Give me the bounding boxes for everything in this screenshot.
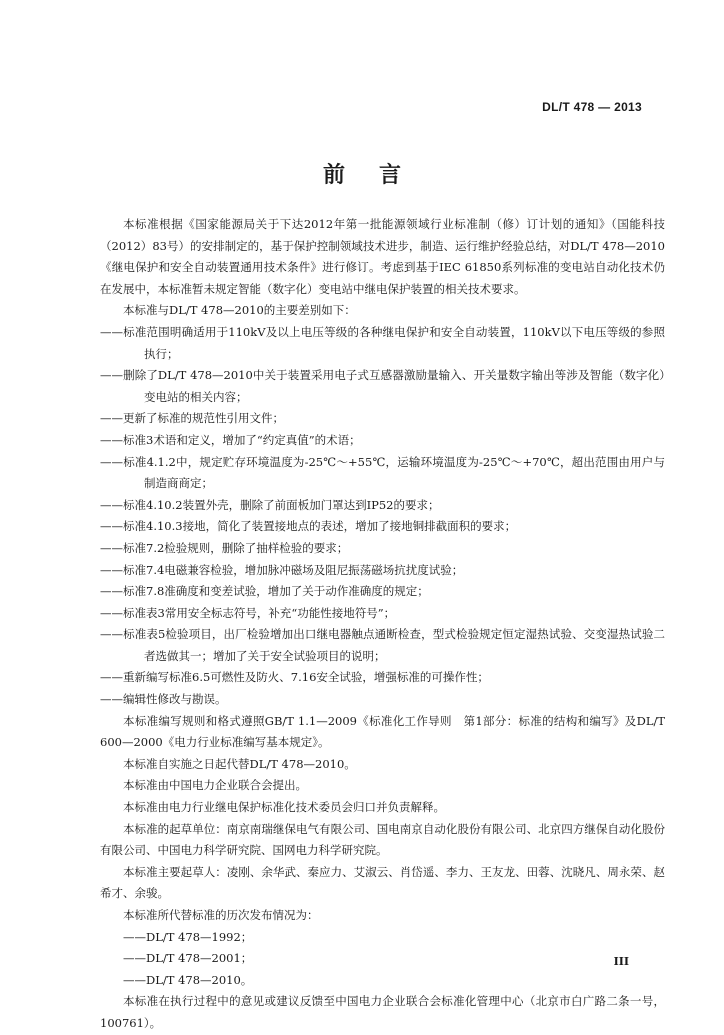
- history-item: ——DL/T 478—2010。: [123, 972, 253, 987]
- drafting-rules-paragraph: 本标准编写规则和格式遵照GB/T 1.1—2009《标准化工作导则 第1部分：标准的结构和编写》及DL/T 600—2000《电力行业标准编写基本规定》。: [100, 713, 665, 750]
- standard-code: DL/T 478 — 2013: [542, 100, 642, 114]
- history-intro: 本标准所代替标准的历次发布情况为：: [123, 908, 319, 922]
- replacement-paragraph: 本标准自实施之日起代替DL/T 478—2010。: [123, 756, 356, 771]
- difference-item: ——标准7.4电磁兼容检验，增加脉冲磁场及阻尼振荡磁场抗扰度试验；: [100, 562, 464, 577]
- page-title: 前言: [322, 162, 435, 188]
- difference-item: ——标准4.1.2中，规定贮存环境温度为-25℃～+55℃，运输环境温度为-25℃～+70℃，超出范围由用户与制造商商定；: [100, 454, 665, 491]
- difference-item: ——标准4.10.2装置外壳，删除了前面板加门罩达到IP52的要求；: [100, 497, 440, 512]
- proposed-by-paragraph: 本标准由中国电力企业联合会提出。: [123, 778, 307, 793]
- foreword-body: [100, 214, 665, 1035]
- history-item: ——DL/T 478—2001；: [123, 951, 253, 966]
- difference-item: ——标准3术语和定义，增加了“约定真值”的术语；: [100, 432, 361, 447]
- difference-item: ——标准7.2检验规则，删除了抽样检验的要求；: [100, 540, 349, 555]
- history-item: ——DL/T 478—1992；: [123, 929, 253, 944]
- difference-item: ——标准7.8准确度和变差试验，增加了关于动作准确度的规定；: [100, 584, 429, 599]
- difference-item: ——标准4.10.3接地，简化了装置接地点的表述，增加了接地铜排截面积的要求；: [100, 519, 517, 534]
- difference-item: ——删除了DL/T 478—2010中关于装置采用电子式互感器激励量输入、开关量数字输出等涉及智能（数字化）变电站的相关内容；: [100, 368, 665, 404]
- difference-item: ——标准范围明确适用于110kV及以上电压等级的各种继电保护和安全自动装置，110kV以下电压等级的参照执行；: [100, 324, 665, 361]
- difference-item: ——标准表3常用安全标志符号，补充“功能性接地符号”；: [100, 605, 396, 620]
- difference-item: ——编辑性修改与勘误。: [100, 692, 227, 707]
- drafting-units-paragraph: 本标准的起草单位：南京南瑞继保电气有限公司、国电南京自动化股份有限公司、北京四方继保自动化股份有限公司、中国电力科学研究院、国网电力科学研究院。: [100, 821, 665, 858]
- feedback-paragraph: 本标准在执行过程中的意见或建议反馈至中国电力企业联合会标准化管理中心（北京市白广路二条一号，100761）。: [100, 994, 665, 1030]
- difference-item: ——标准表5检验项目，出厂检验增加出口继电器触点通断检查，型式检验规定恒定湿热试验、交变湿热试验二者选做其一；增加了关于安全试验项目的说明；: [100, 627, 665, 663]
- intro-paragraph: 本标准根据《国家能源局关于下达2012年第一批能源领域行业标准制（修）订计划的通知》（国能科技（2012）83号）的安排制定的，基于保护控制领域技术进步，制造、运行维护经验总结，对DL/T 478—2010《继电保护和安全自动装置通用技术条件》进行修订。考虑到基于IEC 61850系列标准的变电站自动化技术仍在发展中，本标准暂未规定智能（数字化）变电站中继电保护装置的相关技术要求。: [100, 217, 665, 296]
- differences-intro: 本标准与DL/T 478—2010的主要差别如下：: [123, 303, 356, 318]
- managed-by-paragraph: 本标准由电力行业继电保护标准化技术委员会归口并负责解释。: [123, 800, 445, 815]
- difference-item: ——重新编写标准6.5可燃性及防火、7.16安全试验，增强标准的可操作性；: [100, 670, 489, 685]
- drafters-paragraph: 本标准主要起草人：凌刚、余华武、秦应力、艾淑云、肖岱遥、李力、王友龙、田蓉、沈晓凡、周永荣、赵希才、余骏。: [100, 864, 665, 901]
- page-number: III: [613, 955, 629, 968]
- difference-item: ——更新了标准的规范性引用文件；: [100, 411, 284, 426]
